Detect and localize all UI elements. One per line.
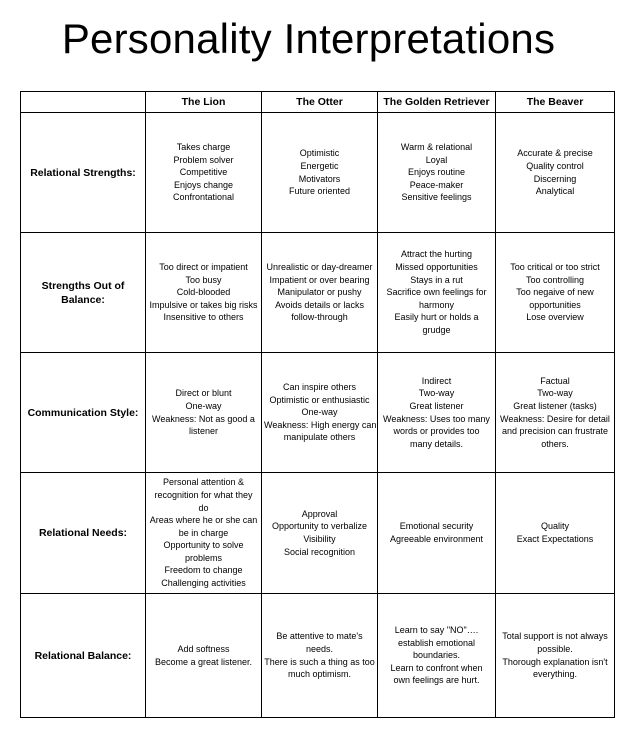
row-label-relational-needs: Relational Needs: <box>21 473 146 594</box>
cell-text-line: Quality control <box>526 160 584 171</box>
cell-communication-style-golden-retriever <box>378 353 496 473</box>
column-header-otter: The Otter <box>262 92 378 113</box>
page-title: Personality Interpretations <box>61 15 556 62</box>
cell-text-line: Too negaive of new <box>516 287 594 298</box>
cell-text-line: Optimistic <box>299 148 340 159</box>
cell-text-line: Lose overview <box>526 312 584 323</box>
cell-communication-style-lion <box>146 353 262 473</box>
cell-text-line: Too critical or too strict <box>510 262 600 273</box>
cell-text-line: Motivators <box>298 173 341 184</box>
cell-text-line: Areas where he or she can <box>149 515 258 526</box>
cell-text-line: Loyal <box>425 154 448 165</box>
cell-text-line: Factual <box>540 375 570 386</box>
cell-text-line: Cold-blooded <box>176 287 231 298</box>
cell-text-line: Opportunity to verbalize <box>271 521 368 532</box>
table-row-relational-balance <box>21 594 615 718</box>
cell-text-line: Can inspire others <box>282 382 357 393</box>
cell-text-line: Discerning <box>533 173 577 184</box>
cell-text-line: Optimistic or enthusiastic <box>269 394 370 405</box>
cell-communication-style-beaver <box>496 353 615 473</box>
cell-text-line: Agreeable environment <box>389 534 484 544</box>
row-label-communication-style: Communication Style: <box>21 353 146 473</box>
cell-relational-balance-beaver <box>496 594 615 718</box>
cell-text-line: Missed opportunities <box>395 262 478 273</box>
cell-text-line: Analytical <box>535 186 575 197</box>
table-row-strengths-out-of-balance <box>21 233 615 353</box>
cell-text-line: Future oriented <box>288 186 351 197</box>
cell-text-line: Sensitive feelings <box>401 192 472 203</box>
cell-text-line: Learn to say "NO"…. <box>394 625 479 636</box>
cell-relational-strengths-golden-retriever <box>378 113 496 233</box>
cell-text-line: Social recognition <box>283 546 356 557</box>
cell-text-line: Confrontational <box>172 192 235 203</box>
cell-text-line: Challenging activities <box>161 578 246 589</box>
cell-text-line: Opportunity to solve <box>163 540 244 551</box>
cell-text-line: manipulate others <box>283 432 356 443</box>
cell-text-line: Weakness: Not as good a <box>152 413 255 424</box>
cell-text-line: Exact Expectations <box>516 534 594 544</box>
cell-text-line: There is such a thing as too <box>264 656 375 667</box>
cell-text-line: Energetic <box>300 160 339 171</box>
cell-text-line: Manipulator or pushy <box>277 287 362 298</box>
cell-text-line: Visibility <box>303 534 336 544</box>
cell-text-line: others. <box>541 438 569 449</box>
cell-relational-strengths-lion <box>146 113 262 233</box>
cell-text-line: Takes charge <box>176 142 231 153</box>
cell-strengths-out-of-balance-lion <box>146 233 262 353</box>
cell-relational-strengths-otter <box>262 113 378 233</box>
cell-relational-needs-otter <box>262 473 378 594</box>
cell-strengths-out-of-balance-beaver <box>496 233 615 353</box>
cell-text-line: boundaries. <box>412 650 461 661</box>
cell-text-line: Learn to confront when <box>390 662 483 673</box>
cell-text-line: Peace-maker <box>409 179 464 190</box>
column-header-golden-retriever: The Golden Retriever <box>378 92 496 113</box>
cell-text-line: Two-way <box>537 388 573 399</box>
cell-text-line: Impulsive or takes big risks <box>149 299 258 310</box>
cell-text-line: many details. <box>409 438 464 449</box>
cell-text-line: One-way <box>185 400 222 411</box>
cell-text-line: Great listener (tasks) <box>513 400 597 411</box>
cell-text-line: Great listener <box>409 400 464 411</box>
cell-text-line: Become a great listener. <box>154 656 253 667</box>
personality-table <box>20 91 615 718</box>
corner-cell <box>21 92 146 113</box>
cell-text-line: grudge <box>422 324 451 335</box>
column-header-lion: The Lion <box>146 92 262 113</box>
cell-text-line: Direct or blunt <box>175 388 232 399</box>
cell-text-line: Insensitive to others <box>163 312 244 323</box>
cell-text-line: Competitive <box>179 167 228 178</box>
cell-communication-style-otter <box>262 353 378 473</box>
table-row-relational-strengths <box>21 113 615 233</box>
cell-relational-strengths-beaver <box>496 113 615 233</box>
cell-text-line: Freedom to change <box>164 565 243 576</box>
cell-text-line: Easily hurt or holds a <box>394 312 479 323</box>
cell-text-line: recognition for what they <box>154 489 253 500</box>
cell-text-line: Enjoys routine <box>407 167 466 178</box>
cell-text-line: Warm & relational <box>400 142 473 153</box>
table-row-communication-style <box>21 353 615 473</box>
row-label-strengths-out-of-balance: Strengths Out of Balance: <box>21 233 146 353</box>
table-row-relational-needs <box>21 473 615 594</box>
cell-text-line: Weakness: Uses too many <box>383 413 490 424</box>
cell-text-line: Be attentive to mate's <box>276 631 363 642</box>
cell-text-line: Weakness: Desire for detail <box>500 413 610 424</box>
cell-text-line: Sacrifice own feelings for <box>386 287 487 298</box>
cell-relational-needs-beaver <box>496 473 615 594</box>
cell-text-line: needs. <box>305 643 334 654</box>
cell-text-line: Indirect <box>421 375 452 386</box>
cell-text-line: Impatient or over bearing <box>269 274 370 285</box>
cell-text-line: establish emotional <box>397 637 476 648</box>
cell-text-line: words or provides too <box>393 426 480 437</box>
cell-text-line: Add softness <box>177 643 230 654</box>
cell-text-line: One-way <box>301 407 338 418</box>
cell-text-line: be in charge <box>178 527 229 538</box>
cell-text-line: much optimism. <box>287 669 351 680</box>
cell-text-line: Thorough explanation isn't <box>502 656 608 667</box>
cell-text-line: opportunities <box>529 299 581 310</box>
cell-text-line: harmony <box>418 299 454 310</box>
cell-text-line: possible. <box>537 643 573 654</box>
cell-text-line: do <box>198 502 209 513</box>
cell-text-line: everything. <box>532 669 578 680</box>
cell-text-line: Approval <box>301 508 338 519</box>
row-label-relational-strengths: Relational Strengths: <box>21 113 146 233</box>
cell-relational-balance-golden-retriever <box>378 594 496 718</box>
cell-relational-balance-lion <box>146 594 262 718</box>
cell-text-line: Too busy <box>185 274 222 285</box>
cell-text-line: Stays in a rut <box>410 274 463 285</box>
cell-text-line: follow-through <box>291 312 348 323</box>
cell-text-line: Unrealistic or day-dreamer <box>266 262 373 273</box>
cell-text-line: Enjoys change <box>173 179 234 190</box>
cell-relational-balance-otter <box>262 594 378 718</box>
cell-text-line: Problem solver <box>173 154 234 165</box>
cell-text-line: Accurate & precise <box>517 148 593 159</box>
cell-relational-needs-golden-retriever <box>378 473 496 594</box>
cell-text-line: Weakness: High energy can <box>264 419 377 430</box>
cell-strengths-out-of-balance-otter <box>262 233 378 353</box>
cell-text-line: Avoids details or lacks <box>275 299 364 310</box>
cell-strengths-out-of-balance-golden-retriever <box>378 233 496 353</box>
cell-text-line: and precision can frustrate <box>501 426 609 437</box>
cell-text-line: Attract the hurting <box>400 249 473 260</box>
cell-text-line: own feelings are hurt. <box>393 675 480 686</box>
cell-text-line: Quality <box>540 521 569 532</box>
row-label-relational-balance: Relational Balance: <box>21 594 146 718</box>
cell-text-line: Total support is not always <box>502 631 608 642</box>
header-row <box>21 92 615 113</box>
cell-relational-needs-lion <box>146 473 262 594</box>
column-header-beaver: The Beaver <box>496 92 615 113</box>
cell-text-line: Two-way <box>418 388 455 399</box>
cell-text-line: Personal attention & <box>162 477 245 488</box>
cell-text-line: Too direct or impatient <box>159 262 248 273</box>
cell-text-line: listener <box>188 426 218 437</box>
cell-text-line: Too controlling <box>525 274 585 285</box>
cell-text-line: problems <box>184 552 222 563</box>
cell-text-line: Emotional security <box>399 521 474 532</box>
